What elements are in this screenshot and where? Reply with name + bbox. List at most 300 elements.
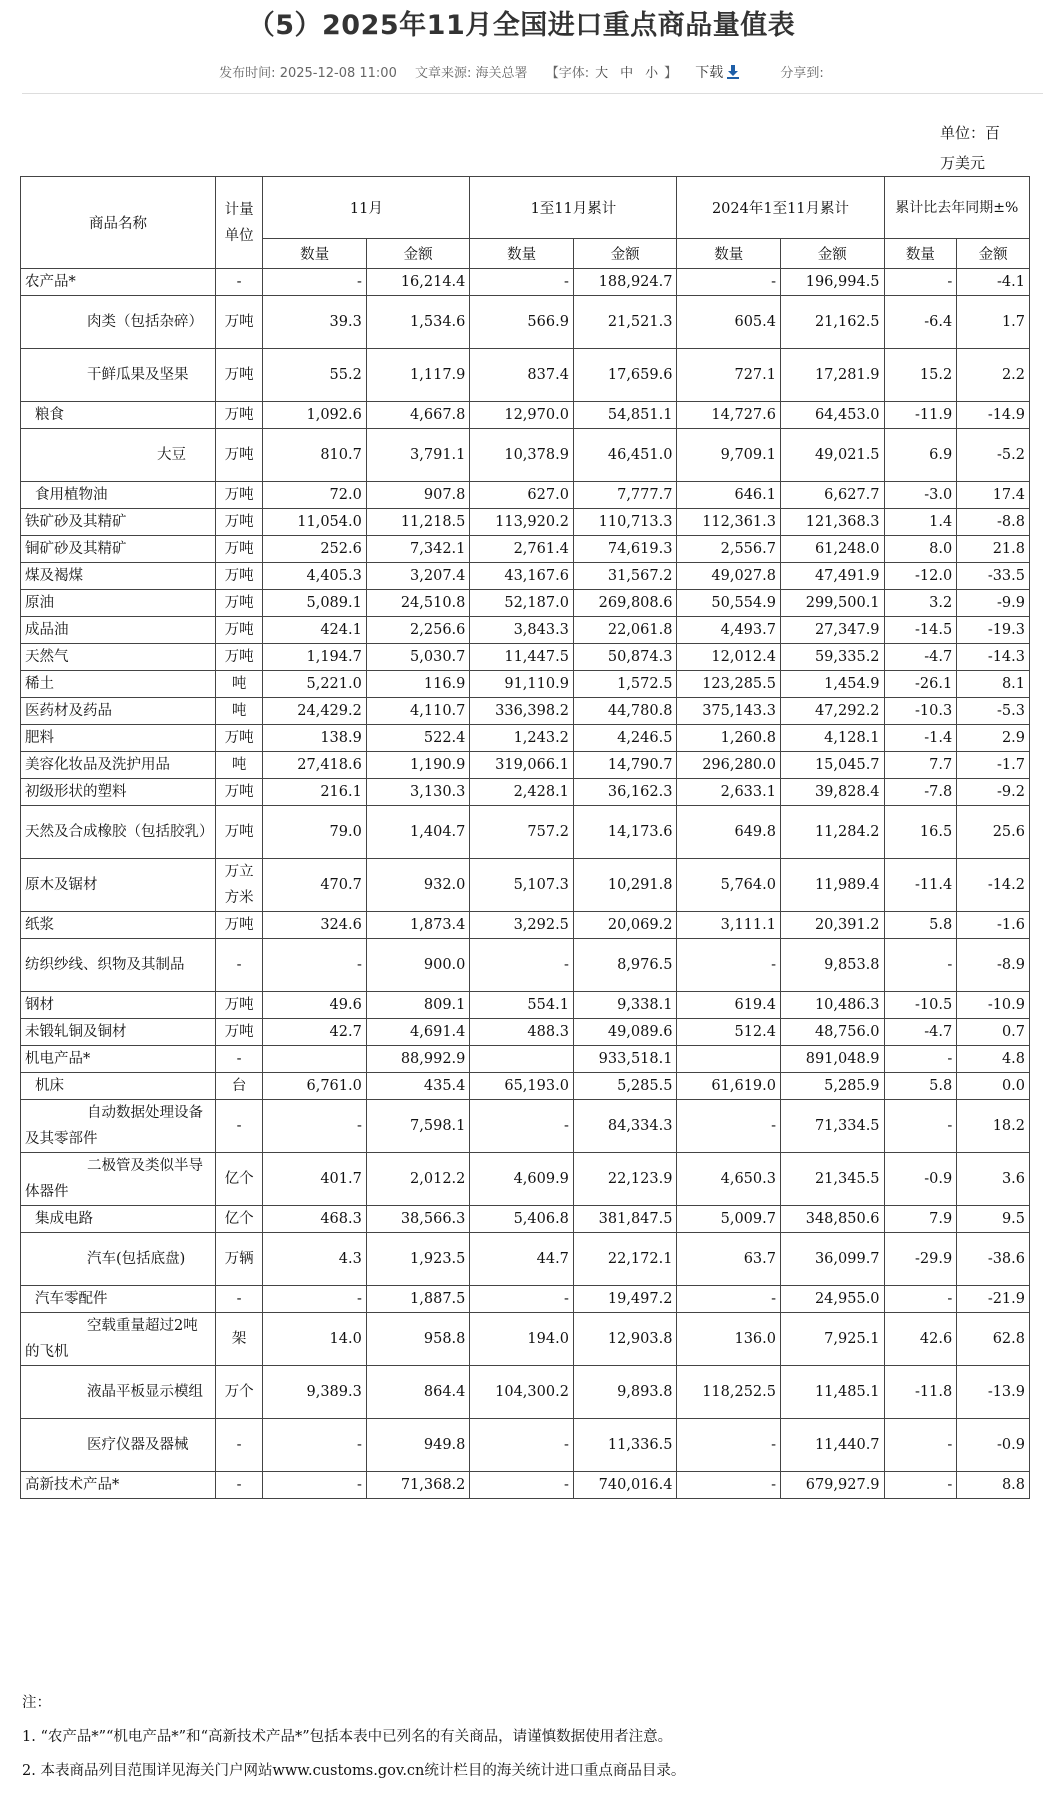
cell-name: 稀土 xyxy=(21,671,216,698)
cell-ca: 4.8 xyxy=(957,1046,1030,1073)
cell-unit: - xyxy=(215,269,262,296)
cell-cq: -0.9 xyxy=(884,1153,957,1206)
cell-pq: 649.8 xyxy=(677,806,781,859)
cell-ma: 5,030.7 xyxy=(366,644,470,671)
cell-ca: -0.9 xyxy=(957,1419,1030,1472)
cell-mq: 79.0 xyxy=(263,806,367,859)
cell-ya: 5,285.5 xyxy=(573,1073,677,1100)
import-table xyxy=(20,176,1030,1499)
cell-ca: -9.9 xyxy=(957,590,1030,617)
cell-pq: 375,143.3 xyxy=(677,698,781,725)
cell-ca: -21.9 xyxy=(957,1286,1030,1313)
cell-pa: 4,128.1 xyxy=(780,725,884,752)
table-row xyxy=(21,617,1030,644)
cell-mq: 14.0 xyxy=(263,1313,367,1366)
cell-ya: 14,790.7 xyxy=(573,752,677,779)
table-row xyxy=(21,1472,1030,1499)
cell-pq: 14,727.6 xyxy=(677,402,781,429)
cell-unit: 吨 xyxy=(215,698,262,725)
cell-pa: 11,440.7 xyxy=(780,1419,884,1472)
cell-unit: 万吨 xyxy=(215,617,262,644)
table-row xyxy=(21,1366,1030,1419)
cell-ya: 20,069.2 xyxy=(573,912,677,939)
cell-yq: - xyxy=(470,939,574,992)
table-row xyxy=(21,912,1030,939)
cell-pq: 3,111.1 xyxy=(677,912,781,939)
table-row xyxy=(21,349,1030,402)
cell-unit: 吨 xyxy=(215,752,262,779)
cell-ca: 62.8 xyxy=(957,1313,1030,1366)
cell-yq: 319,066.1 xyxy=(470,752,574,779)
cell-ca: 2.9 xyxy=(957,725,1030,752)
cell-ca: 17.4 xyxy=(957,482,1030,509)
cell-mq: 39.3 xyxy=(263,296,367,349)
font-large-button[interactable]: 大 xyxy=(595,66,609,81)
cell-cq: -11.4 xyxy=(884,859,957,912)
header-amt: 金额 xyxy=(780,239,884,269)
cell-name: 医疗仪器及器械 xyxy=(21,1419,216,1472)
cell-pq: 296,280.0 xyxy=(677,752,781,779)
cell-ca: 8.1 xyxy=(957,671,1030,698)
cell-ya: 22,172.1 xyxy=(573,1233,677,1286)
cell-ma: 4,667.8 xyxy=(366,402,470,429)
cell-ca: -9.2 xyxy=(957,779,1030,806)
cell-name: 铁矿砂及其精矿 xyxy=(21,509,216,536)
cell-pa: 1,454.9 xyxy=(780,671,884,698)
cell-yq: 10,378.9 xyxy=(470,429,574,482)
cell-pq: 2,556.7 xyxy=(677,536,781,563)
publish-time-label: 发布时间: xyxy=(219,66,276,81)
cell-ca: -8.8 xyxy=(957,509,1030,536)
cell-pa: 121,368.3 xyxy=(780,509,884,536)
table-row xyxy=(21,296,1030,349)
cell-pa: 39,828.4 xyxy=(780,779,884,806)
cell-yq: 43,167.6 xyxy=(470,563,574,590)
cell-pa: 5,285.9 xyxy=(780,1073,884,1100)
table-row xyxy=(21,563,1030,590)
cell-ma: 864.4 xyxy=(366,1366,470,1419)
cell-cq: - xyxy=(884,1286,957,1313)
cell-mq: - xyxy=(263,1286,367,1313)
download-label: 下载 xyxy=(695,65,724,81)
share-label: 分享到: xyxy=(780,66,824,81)
cell-yq: - xyxy=(470,1472,574,1499)
cell-pa: 20,391.2 xyxy=(780,912,884,939)
cell-ya: 74,619.3 xyxy=(573,536,677,563)
cell-yq: 2,761.4 xyxy=(470,536,574,563)
table-row xyxy=(21,1313,1030,1366)
table-row xyxy=(21,269,1030,296)
cell-cq: 8.0 xyxy=(884,536,957,563)
cell-name: 大豆 xyxy=(21,429,216,482)
cell-pq: 5,764.0 xyxy=(677,859,781,912)
cell-unit: - xyxy=(215,1286,262,1313)
cell-cq: 5.8 xyxy=(884,912,957,939)
cell-pq: - xyxy=(677,1472,781,1499)
cell-mq xyxy=(263,1046,367,1073)
cell-ya: 19,497.2 xyxy=(573,1286,677,1313)
cell-cq: 16.5 xyxy=(884,806,957,859)
cell-unit: 万吨 xyxy=(215,644,262,671)
cell-yq: 757.2 xyxy=(470,806,574,859)
table-row xyxy=(21,725,1030,752)
cell-mq: 138.9 xyxy=(263,725,367,752)
customs-link[interactable]: www.customs.gov.cn xyxy=(272,1763,425,1779)
cell-name: 纺织纱线、织物及其制品 xyxy=(21,939,216,992)
cell-yq: 3,843.3 xyxy=(470,617,574,644)
cell-ya: 381,847.5 xyxy=(573,1206,677,1233)
cell-yq: 488.3 xyxy=(470,1019,574,1046)
cell-mq: 4.3 xyxy=(263,1233,367,1286)
cell-name: 自动数据处理设备及其零部件 xyxy=(21,1100,216,1153)
note-2-suffix: 统计栏目的海关统计进口重点商品目录。 xyxy=(424,1763,686,1779)
cell-ca: -14.9 xyxy=(957,402,1030,429)
cell-pq: - xyxy=(677,1286,781,1313)
cell-pq: 12,012.4 xyxy=(677,644,781,671)
cell-ya: 50,874.3 xyxy=(573,644,677,671)
cell-ya: 9,338.1 xyxy=(573,992,677,1019)
cell-unit: 万辆 xyxy=(215,1233,262,1286)
cell-name: 铜矿砂及其精矿 xyxy=(21,536,216,563)
cell-ca: 25.6 xyxy=(957,806,1030,859)
cell-mq: - xyxy=(263,1472,367,1499)
cell-unit: 吨 xyxy=(215,671,262,698)
table-body xyxy=(21,269,1030,1499)
cell-ya: 22,123.9 xyxy=(573,1153,677,1206)
cell-ma: 3,130.3 xyxy=(366,779,470,806)
cell-pq: 50,554.9 xyxy=(677,590,781,617)
cell-pa: 348,850.6 xyxy=(780,1206,884,1233)
cell-yq: 194.0 xyxy=(470,1313,574,1366)
cell-pa: 59,335.2 xyxy=(780,644,884,671)
cell-ma: 11,218.5 xyxy=(366,509,470,536)
publish-time-value: 2025-12-08 11:00 xyxy=(279,66,397,81)
cell-ya: 12,903.8 xyxy=(573,1313,677,1366)
cell-yq xyxy=(470,1046,574,1073)
cell-ca: -19.3 xyxy=(957,617,1030,644)
cell-pa: 49,021.5 xyxy=(780,429,884,482)
cell-ya: 49,089.6 xyxy=(573,1019,677,1046)
cell-ma: 2,012.2 xyxy=(366,1153,470,1206)
note-1: 1. “农产品*”“机电产品*”和“高新技术产品*”包括本表中已列名的有关商品，请谨慎数据使用者注意。 xyxy=(22,1729,673,1745)
cell-name: 原油 xyxy=(21,590,216,617)
table-row xyxy=(21,536,1030,563)
cell-pa: 24,955.0 xyxy=(780,1286,884,1313)
table-row xyxy=(21,482,1030,509)
cell-ma: 907.8 xyxy=(366,482,470,509)
table-row xyxy=(21,671,1030,698)
cell-pa: 679,927.9 xyxy=(780,1472,884,1499)
cell-ya: 4,246.5 xyxy=(573,725,677,752)
cell-cq: 3.2 xyxy=(884,590,957,617)
cell-name: 钢材 xyxy=(21,992,216,1019)
unit-label: 单位：百万美元 xyxy=(940,124,1001,172)
cell-cq: - xyxy=(884,1100,957,1153)
cell-unit: 万吨 xyxy=(215,563,262,590)
cell-mq: - xyxy=(263,939,367,992)
cell-ma: 4,110.7 xyxy=(366,698,470,725)
table-row xyxy=(21,752,1030,779)
cell-ma: 522.4 xyxy=(366,725,470,752)
cell-yq: 5,107.3 xyxy=(470,859,574,912)
cell-ya: 36,162.3 xyxy=(573,779,677,806)
cell-ca: -4.1 xyxy=(957,269,1030,296)
cell-unit: 万吨 xyxy=(215,992,262,1019)
cell-mq: 1,194.7 xyxy=(263,644,367,671)
cell-ma: 1,873.4 xyxy=(366,912,470,939)
cell-name: 肉类（包括杂碎） xyxy=(21,296,216,349)
cell-ya: 22,061.8 xyxy=(573,617,677,644)
cell-ca: -38.6 xyxy=(957,1233,1030,1286)
source-label: 文章来源: xyxy=(415,66,472,81)
cell-name: 空载重量超过2吨的飞机 xyxy=(21,1313,216,1366)
cell-ca: -33.5 xyxy=(957,563,1030,590)
cell-ca: 1.7 xyxy=(957,296,1030,349)
cell-mq: 55.2 xyxy=(263,349,367,402)
cell-pa: 11,284.2 xyxy=(780,806,884,859)
cell-cq: - xyxy=(884,269,957,296)
divider xyxy=(22,93,1043,94)
cell-unit: 台 xyxy=(215,1073,262,1100)
cell-unit: 万吨 xyxy=(215,482,262,509)
cell-ya: 740,016.4 xyxy=(573,1472,677,1499)
cell-name: 机床 xyxy=(21,1073,216,1100)
cell-unit: 万吨 xyxy=(215,296,262,349)
cell-unit: 万个 xyxy=(215,1366,262,1419)
table-row xyxy=(21,644,1030,671)
cell-unit: - xyxy=(215,1100,262,1153)
cell-mq: 24,429.2 xyxy=(263,698,367,725)
cell-ya: 1,572.5 xyxy=(573,671,677,698)
font-size-label: 【字体: xyxy=(545,66,590,81)
cell-pq: 9,709.1 xyxy=(677,429,781,482)
cell-pa: 196,994.5 xyxy=(780,269,884,296)
cell-pa: 10,486.3 xyxy=(780,992,884,1019)
header-qty: 数量 xyxy=(263,239,367,269)
cell-ca: -14.2 xyxy=(957,859,1030,912)
table-row xyxy=(21,509,1030,536)
cell-unit: 万吨 xyxy=(215,912,262,939)
cell-name: 集成电路 xyxy=(21,1206,216,1233)
cell-unit: 万吨 xyxy=(215,590,262,617)
cell-unit: 万立方米 xyxy=(215,859,262,912)
table-row xyxy=(21,939,1030,992)
publish-time xyxy=(219,66,397,81)
cell-ca: -10.9 xyxy=(957,992,1030,1019)
cell-name: 医药材及药品 xyxy=(21,698,216,725)
cell-mq: 27,418.6 xyxy=(263,752,367,779)
cell-pq: - xyxy=(677,269,781,296)
header-qty: 数量 xyxy=(470,239,574,269)
cell-ma: 1,923.5 xyxy=(366,1233,470,1286)
cell-name: 天然及合成橡胶（包括胶乳） xyxy=(21,806,216,859)
cell-name: 汽车(包括底盘) xyxy=(21,1233,216,1286)
cell-ya: 269,808.6 xyxy=(573,590,677,617)
cell-pq: 63.7 xyxy=(677,1233,781,1286)
cell-pa: 891,048.9 xyxy=(780,1046,884,1073)
cell-ca: 18.2 xyxy=(957,1100,1030,1153)
header-ytd: 1至11月累计 xyxy=(470,177,677,239)
cell-ya: 31,567.2 xyxy=(573,563,677,590)
table-row xyxy=(21,402,1030,429)
cell-cq: - xyxy=(884,1046,957,1073)
cell-name: 纸浆 xyxy=(21,912,216,939)
cell-ma: 958.8 xyxy=(366,1313,470,1366)
cell-mq: 1,092.6 xyxy=(263,402,367,429)
cell-ma: 116.9 xyxy=(366,671,470,698)
table-row xyxy=(21,992,1030,1019)
cell-mq: 216.1 xyxy=(263,779,367,806)
cell-yq: 11,447.5 xyxy=(470,644,574,671)
cell-yq: 3,292.5 xyxy=(470,912,574,939)
cell-ca: -5.3 xyxy=(957,698,1030,725)
cell-yq: 336,398.2 xyxy=(470,698,574,725)
cell-mq: 424.1 xyxy=(263,617,367,644)
cell-mq: 49.6 xyxy=(263,992,367,1019)
cell-ma: 2,256.6 xyxy=(366,617,470,644)
table-row xyxy=(21,1206,1030,1233)
cell-yq: 12,970.0 xyxy=(470,402,574,429)
cell-unit: 万吨 xyxy=(215,725,262,752)
download-button[interactable] xyxy=(695,65,739,81)
cell-ya: 11,336.5 xyxy=(573,1419,677,1472)
cell-yq: 566.9 xyxy=(470,296,574,349)
table-row xyxy=(21,590,1030,617)
header-prev-ytd: 2024年1至11月累计 xyxy=(677,177,884,239)
cell-cq: 42.6 xyxy=(884,1313,957,1366)
table-row xyxy=(21,698,1030,725)
cell-name: 汽车零配件 xyxy=(21,1286,216,1313)
header-amt: 金额 xyxy=(366,239,470,269)
cell-pa: 9,853.8 xyxy=(780,939,884,992)
cell-pq: - xyxy=(677,939,781,992)
cell-pa: 27,347.9 xyxy=(780,617,884,644)
cell-ma: 932.0 xyxy=(366,859,470,912)
cell-yq: 65,193.0 xyxy=(470,1073,574,1100)
cell-unit: 架 xyxy=(215,1313,262,1366)
font-medium-button[interactable]: 中 xyxy=(620,66,634,81)
cell-cq: 5.8 xyxy=(884,1073,957,1100)
cell-cq: - xyxy=(884,939,957,992)
cell-ma: 38,566.3 xyxy=(366,1206,470,1233)
cell-mq: 6,761.0 xyxy=(263,1073,367,1100)
font-small-button[interactable]: 小 xyxy=(645,66,659,81)
cell-name: 成品油 xyxy=(21,617,216,644)
cell-cq: -6.4 xyxy=(884,296,957,349)
cell-cq: -26.1 xyxy=(884,671,957,698)
cell-ma: 3,791.1 xyxy=(366,429,470,482)
download-icon xyxy=(727,65,739,79)
cell-ya: 14,173.6 xyxy=(573,806,677,859)
cell-yq: 113,920.2 xyxy=(470,509,574,536)
cell-ma: 3,207.4 xyxy=(366,563,470,590)
cell-mq: 252.6 xyxy=(263,536,367,563)
cell-pa: 11,989.4 xyxy=(780,859,884,912)
cell-ca: 3.6 xyxy=(957,1153,1030,1206)
cell-pa: 61,248.0 xyxy=(780,536,884,563)
cell-ya: 21,521.3 xyxy=(573,296,677,349)
cell-pq: 61,619.0 xyxy=(677,1073,781,1100)
cell-mq: 5,089.1 xyxy=(263,590,367,617)
cell-unit: 万吨 xyxy=(215,806,262,859)
note-2 xyxy=(22,1754,685,1788)
cell-ya: 110,713.3 xyxy=(573,509,677,536)
header-qty: 数量 xyxy=(677,239,781,269)
cell-mq: 468.3 xyxy=(263,1206,367,1233)
notes xyxy=(22,1686,685,1788)
cell-ya: 188,924.7 xyxy=(573,269,677,296)
table-row xyxy=(21,806,1030,859)
header-yoy: 累计比去年同期±% xyxy=(884,177,1029,239)
cell-pq: 49,027.8 xyxy=(677,563,781,590)
cell-ca: 8.8 xyxy=(957,1472,1030,1499)
cell-cq: -11.9 xyxy=(884,402,957,429)
cell-ca: -8.9 xyxy=(957,939,1030,992)
table-row xyxy=(21,1233,1030,1286)
cell-pq: 1,260.8 xyxy=(677,725,781,752)
cell-cq: - xyxy=(884,1472,957,1499)
cell-ya: 17,659.6 xyxy=(573,349,677,402)
cell-pa: 21,162.5 xyxy=(780,296,884,349)
cell-ca: -5.2 xyxy=(957,429,1030,482)
cell-mq: 9,389.3 xyxy=(263,1366,367,1419)
header-qty: 数量 xyxy=(884,239,957,269)
cell-ma: 1,117.9 xyxy=(366,349,470,402)
table-row xyxy=(21,779,1030,806)
cell-cq: -4.7 xyxy=(884,1019,957,1046)
cell-mq: 42.7 xyxy=(263,1019,367,1046)
cell-pq: 605.4 xyxy=(677,296,781,349)
cell-cq: -11.8 xyxy=(884,1366,957,1419)
cell-ca: 2.2 xyxy=(957,349,1030,402)
table-row xyxy=(21,1073,1030,1100)
cell-pq: 118,252.5 xyxy=(677,1366,781,1419)
cell-cq: 7.9 xyxy=(884,1206,957,1233)
header-amt: 金额 xyxy=(573,239,677,269)
cell-mq: - xyxy=(263,269,367,296)
cell-ya: 10,291.8 xyxy=(573,859,677,912)
cell-pq: 4,650.3 xyxy=(677,1153,781,1206)
cell-unit: 万吨 xyxy=(215,536,262,563)
page-title: （5）2025年11月全国进口重点商品量值表 xyxy=(247,10,796,41)
header-name: 商品名称 xyxy=(21,177,216,269)
cell-ya: 54,851.1 xyxy=(573,402,677,429)
cell-name: 二极管及类似半导体器件 xyxy=(21,1153,216,1206)
cell-cq: 15.2 xyxy=(884,349,957,402)
cell-name: 初级形状的塑料 xyxy=(21,779,216,806)
cell-pq: 4,493.7 xyxy=(677,617,781,644)
cell-yq: 44.7 xyxy=(470,1233,574,1286)
cell-cq: 1.4 xyxy=(884,509,957,536)
cell-yq: 627.0 xyxy=(470,482,574,509)
cell-ma: 809.1 xyxy=(366,992,470,1019)
cell-name: 高新技术产品* xyxy=(21,1472,216,1499)
cell-pq: 512.4 xyxy=(677,1019,781,1046)
cell-ma: 1,404.7 xyxy=(366,806,470,859)
cell-pa: 21,345.5 xyxy=(780,1153,884,1206)
cell-cq: 7.7 xyxy=(884,752,957,779)
cell-pq: 619.4 xyxy=(677,992,781,1019)
cell-yq: 554.1 xyxy=(470,992,574,1019)
cell-mq: 401.7 xyxy=(263,1153,367,1206)
table-row xyxy=(21,1019,1030,1046)
cell-name: 食用植物油 xyxy=(21,482,216,509)
font-size-switcher xyxy=(546,66,677,81)
cell-unit: 万吨 xyxy=(215,402,262,429)
cell-yq: 1,243.2 xyxy=(470,725,574,752)
cell-mq: 324.6 xyxy=(263,912,367,939)
cell-ya: 7,777.7 xyxy=(573,482,677,509)
